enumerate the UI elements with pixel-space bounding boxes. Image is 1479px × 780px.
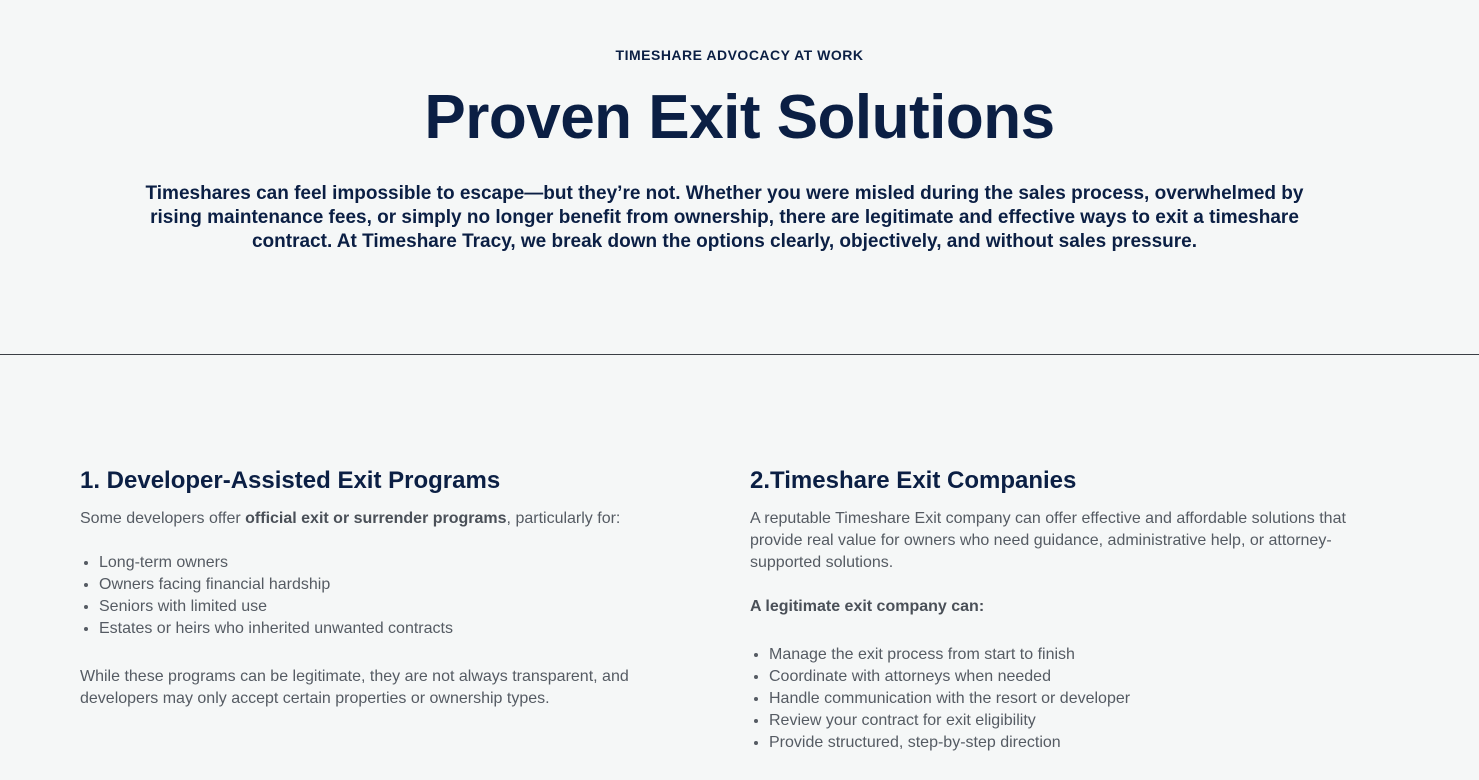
developer-exit-section	[80, 464, 680, 732]
exit-companies-intro: A reputable Timeshare Exit company can offer effective and affordable solutions that provide real value for owners who need guidance, administrative help, or attorney-supported solutions.	[750, 510, 1346, 571]
developer-exit-lead-start: Some developers offer	[80, 510, 246, 527]
exit-companies-subheading: A legitimate exit company can:	[750, 598, 985, 615]
exit-companies-section	[750, 464, 1370, 780]
list-item: • Provide structured, step-by-step direction	[769, 732, 1370, 754]
page-title: Proven Exit Solutions	[424, 83, 1055, 152]
eyebrow-label: TIMESHARE ADVOCACY AT WORK	[615, 47, 864, 63]
list-item: • Seniors with limited use	[99, 596, 680, 618]
developer-exit-closing: While these programs can be legitimate, they are not always transparent, and developers may only accept certain properties or ownership types.	[80, 668, 629, 707]
list-item: • Manage the exit process from start to finish	[769, 644, 1370, 666]
hero-section	[0, 0, 1479, 355]
list-item: • Review your contract for exit eligibility	[769, 710, 1370, 732]
exit-companies-title: 2.Timeshare Exit Companies	[750, 467, 1077, 494]
developer-exit-list	[80, 552, 680, 640]
list-item: • Handle communication with the resort or developer	[769, 688, 1370, 710]
developer-exit-lead-emphasis: official exit or surrender programs	[245, 510, 507, 527]
developer-exit-lead	[80, 508, 680, 530]
section-divider	[0, 354, 1479, 355]
exit-companies-list	[750, 644, 1370, 754]
developer-exit-title: 1. Developer-Assisted Exit Programs	[80, 467, 501, 494]
list-item: • Coordinate with attorneys when needed	[769, 666, 1370, 688]
list-item: • Estates or heirs who inherited unwanted contracts	[99, 618, 680, 640]
intro-paragraph: Timeshares can feel impossible to escape—but they’re not. Whether you were misled during the sales process, overwhelmed by rising maintenance fees, or simply no longer benefit from ownership, there are legitimate and effective ways to exit a timeshare contract. At Timeshare Tracy, we break down the options clearly, objectively, and without sales pressure.	[145, 183, 1304, 252]
developer-exit-lead-end: , particularly for:	[506, 510, 621, 527]
list-item: • Owners facing financial hardship	[99, 574, 680, 596]
list-item: • Long-term owners	[99, 552, 680, 574]
